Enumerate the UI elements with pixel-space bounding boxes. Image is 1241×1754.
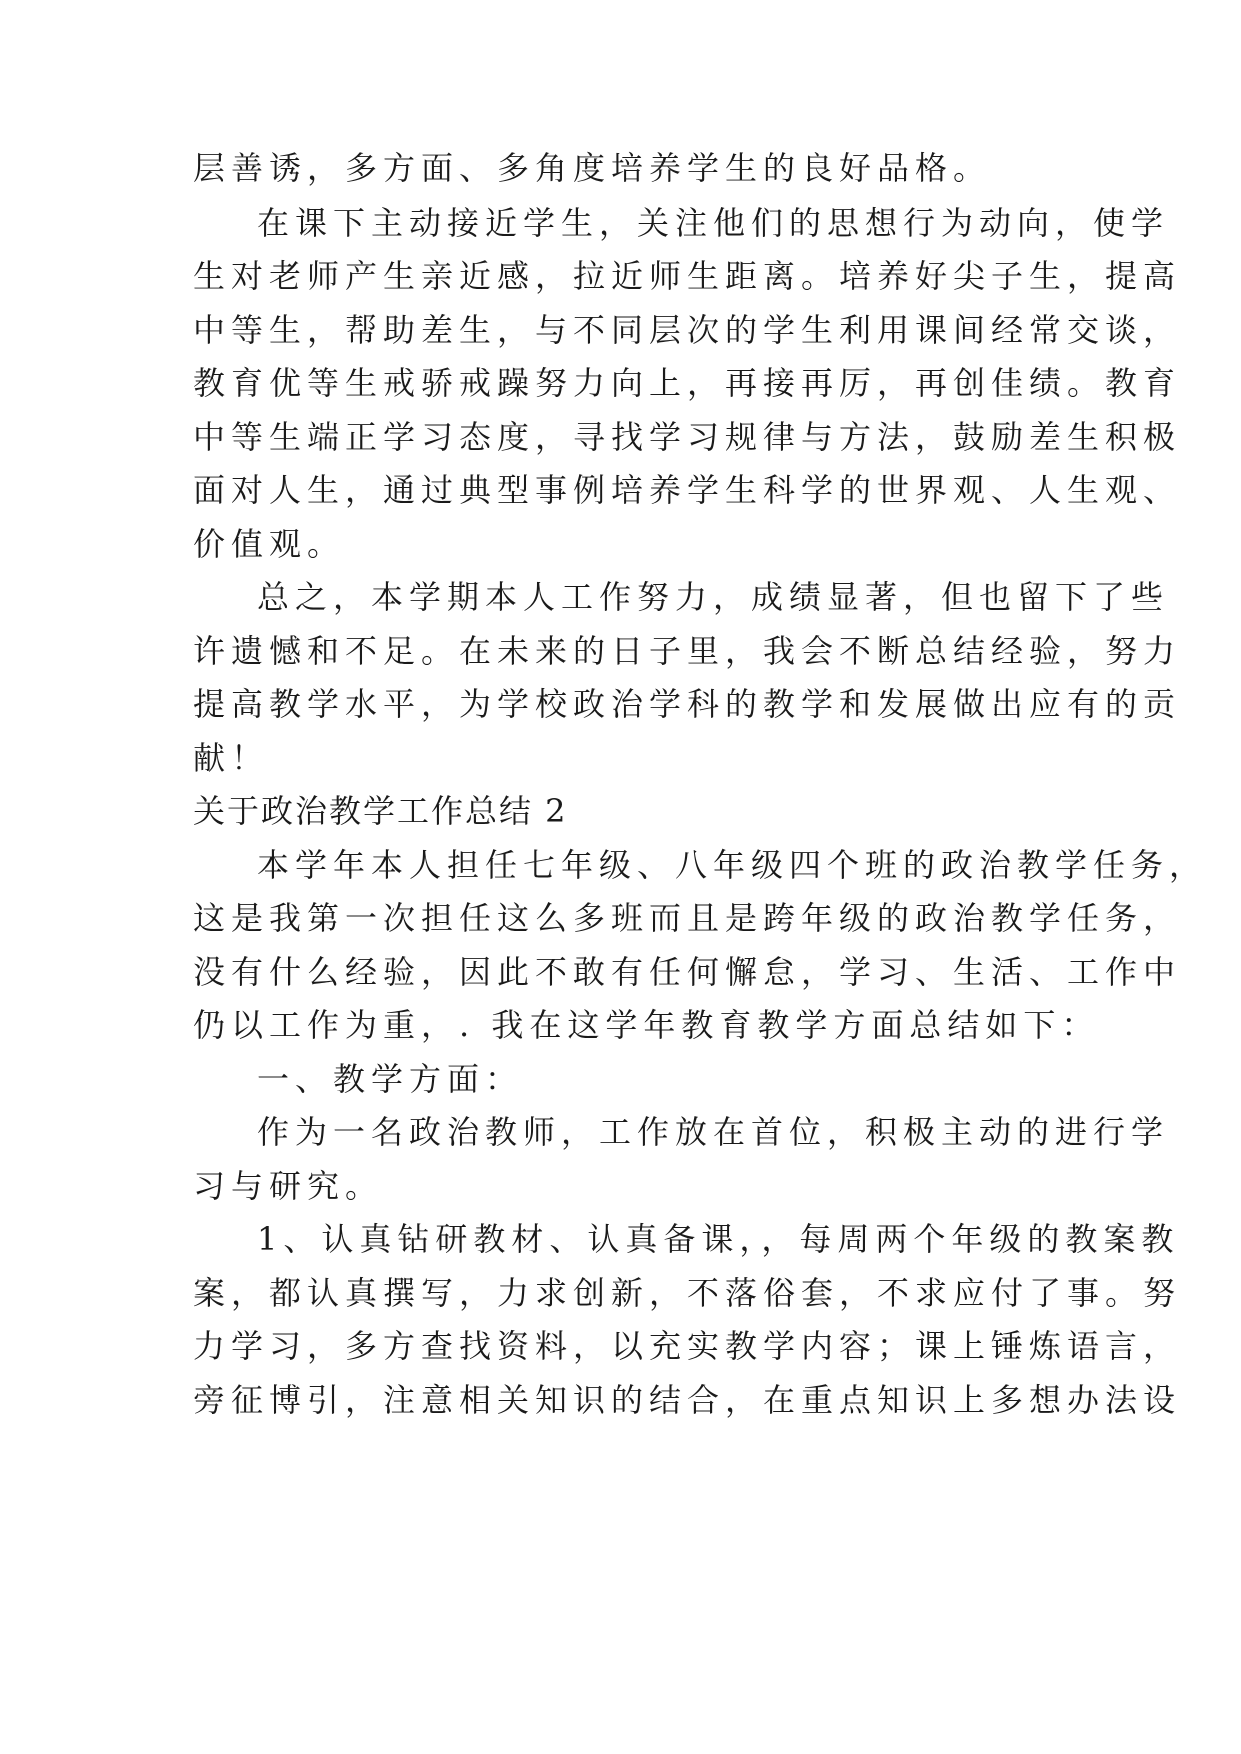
text-line: 许遗憾和不足。在未来的日子里，我会不断总结经验，努力 <box>193 632 1182 670</box>
paragraph-start-line: 总之，本学期本人工作努力，成绩显著，但也留下了些 <box>257 578 1170 616</box>
paragraph-start-line: 作为一名政治教师，工作放在首位，积极主动的进行学 <box>257 1113 1170 1151</box>
text-line: 力学习，多方查找资料，以充实教学内容；课上锤炼语言， <box>193 1327 1182 1365</box>
text-line: 仍以工作为重，. 我在这学年教育教学方面总结如下： <box>193 1006 1100 1044</box>
paragraph-start-line: 在课下主动接近学生，关注他们的思想行为动向，使学 <box>257 204 1170 242</box>
text-line: 旁征博引，注意相关知识的结合，在重点知识上多想办法设 <box>193 1381 1182 1419</box>
section-heading: 关于政治教学工作总结 2 <box>193 792 568 830</box>
paragraph-start-line: 1、认真钻研教材、认真备课，，每周两个年级的教案教 <box>257 1220 1180 1258</box>
text-line: 中等生，帮助差生，与不同层次的学生利用课间经常交谈， <box>193 311 1182 349</box>
subsection-heading: 一、教学方面： <box>257 1060 524 1098</box>
text-line: 层善诱，多方面、多角度培养学生的良好品格。 <box>193 149 992 187</box>
text-line: 习与研究。 <box>193 1167 384 1205</box>
text-line: 提高教学水平，为学校政治学科的教学和发展做出应有的贡 <box>193 685 1182 723</box>
text-line: 没有什么经验，因此不敢有任何懈怠，学习、生活、工作中 <box>193 953 1182 991</box>
text-line: 教育优等生戒骄戒躁努力向上，再接再厉，再创佳绩。教育 <box>193 364 1182 402</box>
text-line: 面对人生，通过典型事例培养学生科学的世界观、人生观、 <box>193 471 1182 509</box>
text-line: 这是我第一次担任这么多班而且是跨年级的政治教学任务， <box>193 899 1182 937</box>
text-line: 案，都认真撰写，力求创新，不落俗套，不求应付了事。努 <box>193 1274 1182 1312</box>
text-line: 价值观。 <box>193 525 346 563</box>
text-line: 中等生端正学习态度，寻找学习规律与方法，鼓励差生积极 <box>193 418 1182 456</box>
text-line: 生对老师产生亲近感，拉近师生距离。培养好尖子生，提高 <box>193 257 1182 295</box>
paragraph-start-line: 本学年本人担任七年级、八年级四个班的政治教学任务， <box>257 846 1208 884</box>
text-line: 献！ <box>193 739 270 777</box>
